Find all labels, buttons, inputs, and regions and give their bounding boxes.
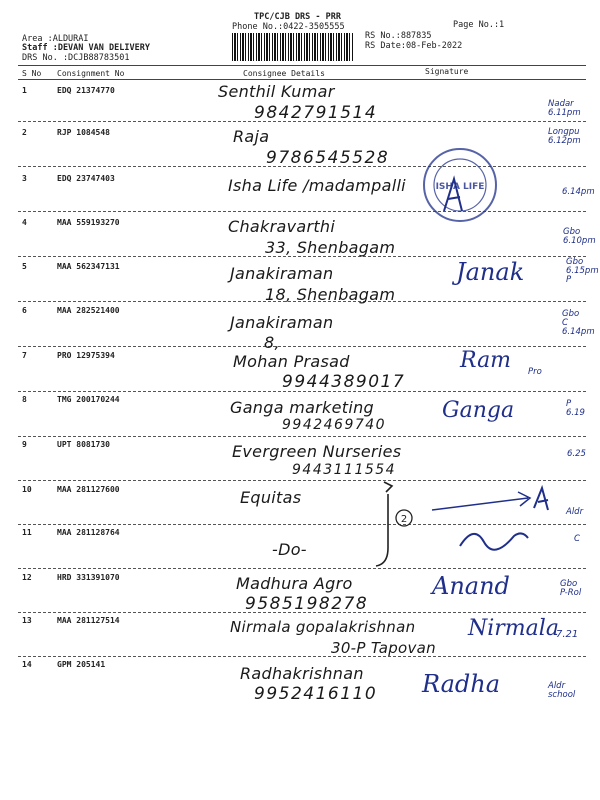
row-sno: 3: [22, 174, 27, 183]
row-sno: 13: [22, 616, 32, 625]
row-sno: 2: [22, 128, 27, 137]
consignee-name: Madhura Agro: [236, 574, 353, 593]
column-consignment: Consignment No: [57, 69, 125, 78]
row-sno: 9: [22, 440, 27, 449]
row-sno: 1: [22, 86, 27, 95]
row-consignment: PRO 12975394: [57, 351, 115, 360]
consignee-name: Equitas: [240, 488, 302, 507]
rs-number: RS No.:887835: [365, 31, 432, 41]
consignee-address: 33, Shenbagam: [265, 238, 396, 257]
row-consignment: EDQ 21374770: [57, 86, 115, 95]
row-divider: [18, 436, 586, 437]
page-number: Page No.:1: [453, 20, 505, 30]
arrow-signature-mark: [430, 484, 570, 554]
row-sno: 5: [22, 262, 27, 271]
row-divider: [18, 480, 586, 481]
delivery-note: Nadar 6.11pm: [548, 99, 581, 118]
recipient-signature: Nirmala: [468, 616, 559, 641]
delivery-note: P 6.19: [566, 399, 585, 418]
delivery-note: 7.21: [556, 629, 579, 640]
rs-date: RS Date:08-Feb-2022: [365, 41, 463, 51]
row-consignment: MAA 559193270: [57, 218, 120, 227]
recipient-signature: Ram: [460, 348, 512, 373]
consignee-name: Janakiraman: [230, 313, 334, 332]
row-sno: 6: [22, 306, 27, 315]
row-sno: 12: [22, 573, 32, 582]
row-consignment: TMG 200170244: [57, 395, 120, 404]
consignee-name: Raja: [233, 127, 270, 146]
consignee-name: Senthil Kumar: [218, 82, 335, 101]
delivery-note: 6.14pm: [562, 187, 595, 197]
row-sno: 14: [22, 660, 32, 669]
row-sno: 7: [22, 351, 27, 360]
delivery-note: Gbo P-Rol: [560, 579, 582, 598]
row-divider: [18, 211, 586, 212]
consignee-name: Isha Life /madampalli: [228, 176, 406, 195]
delivery-note: Pro: [528, 367, 542, 377]
stamp-signature-mark: [440, 175, 470, 215]
column-consignee: Consignee Details: [243, 69, 325, 78]
row-sno: 11: [22, 528, 32, 537]
barcode: [232, 33, 354, 61]
row-sno: 4: [22, 218, 27, 227]
row-sno: 8: [22, 395, 27, 404]
recipient-signature: Ganga: [442, 398, 515, 423]
row-consignment: MAA 281127600: [57, 485, 120, 494]
row-consignment: UPT 8081730: [57, 440, 110, 449]
header-divider: [18, 65, 586, 66]
delivery-note: Gbo 6.10pm: [563, 227, 596, 246]
row-consignment: MAA 562347131: [57, 262, 120, 271]
delivery-note: Longpu 6.12pm: [548, 127, 581, 146]
row-divider: [18, 656, 586, 657]
delivery-note: C: [574, 534, 580, 544]
consignee-phone: 9842791514: [254, 103, 378, 123]
row-consignment: GPM 205141: [57, 660, 106, 669]
consignee-name: Radhakrishnan: [240, 664, 364, 683]
delivery-note: 6.25: [567, 449, 586, 459]
bracket-mark: [370, 478, 420, 570]
row-consignment: MAA 282521400: [57, 306, 120, 315]
column-sno: S No: [22, 69, 42, 78]
consignee-address: 30-P Tapovan: [331, 639, 436, 657]
consignee-name: Nirmala gopalakrishnan: [230, 618, 416, 636]
row-consignment: MAA 281127514: [57, 616, 120, 625]
delivery-note: Gbo 6.15pm P: [566, 257, 599, 285]
staff-label: Staff :DEVAN VAN DELIVERY: [22, 43, 150, 53]
consignee-address: 18, Shenbagam: [265, 285, 396, 304]
recipient-signature: Janak: [456, 258, 525, 286]
phone-number: Phone No.:0422-3505555: [232, 22, 345, 32]
consignee-name: Ganga marketing: [230, 398, 374, 417]
row-consignment: EDQ 23747403: [57, 174, 115, 183]
area-label: Area :ALDURAI: [22, 34, 89, 44]
consignee-phone: 9786545528: [266, 148, 390, 168]
report-title: TPC/CJB DRS - PRR: [254, 12, 341, 22]
row-consignment: RJP 1084548: [57, 128, 110, 137]
consignee-address: 8,: [264, 333, 280, 352]
consignee-name: Janakiraman: [230, 264, 334, 283]
svg-text:2: 2: [400, 514, 408, 525]
consignee-name: -Do-: [272, 540, 307, 559]
row-consignment: HRD 331391070: [57, 573, 120, 582]
row-divider: [18, 568, 586, 569]
row-consignment: MAA 281128764: [57, 528, 120, 537]
consignee-phone: 9585198278: [245, 594, 369, 614]
consignee-phone: 9942469740: [282, 417, 387, 433]
stamp-text: ISHA LIFE: [435, 182, 485, 192]
row-divider: [18, 346, 586, 347]
delivery-note: Aldr school: [548, 681, 576, 700]
consignee-name: Mohan Prasad: [233, 352, 350, 371]
column-signature: Signature: [425, 67, 469, 76]
consignee-phone: 9944389017: [282, 372, 406, 392]
column-divider: [18, 79, 586, 80]
row-sno: 10: [22, 485, 32, 494]
delivery-note: Aldr: [566, 507, 584, 517]
delivery-note: Gbo C 6.14pm: [562, 309, 595, 337]
consignee-phone: 9443111554: [292, 462, 397, 478]
recipient-signature: Anand: [432, 572, 510, 600]
consignee-name: Evergreen Nurseries: [232, 442, 402, 461]
drs-number: DRS No. :DCJB88783501: [22, 53, 130, 63]
consignee-phone: 9952416110: [254, 684, 378, 704]
recipient-signature: Radha: [422, 670, 501, 698]
consignee-name: Chakravarthi: [228, 217, 336, 236]
